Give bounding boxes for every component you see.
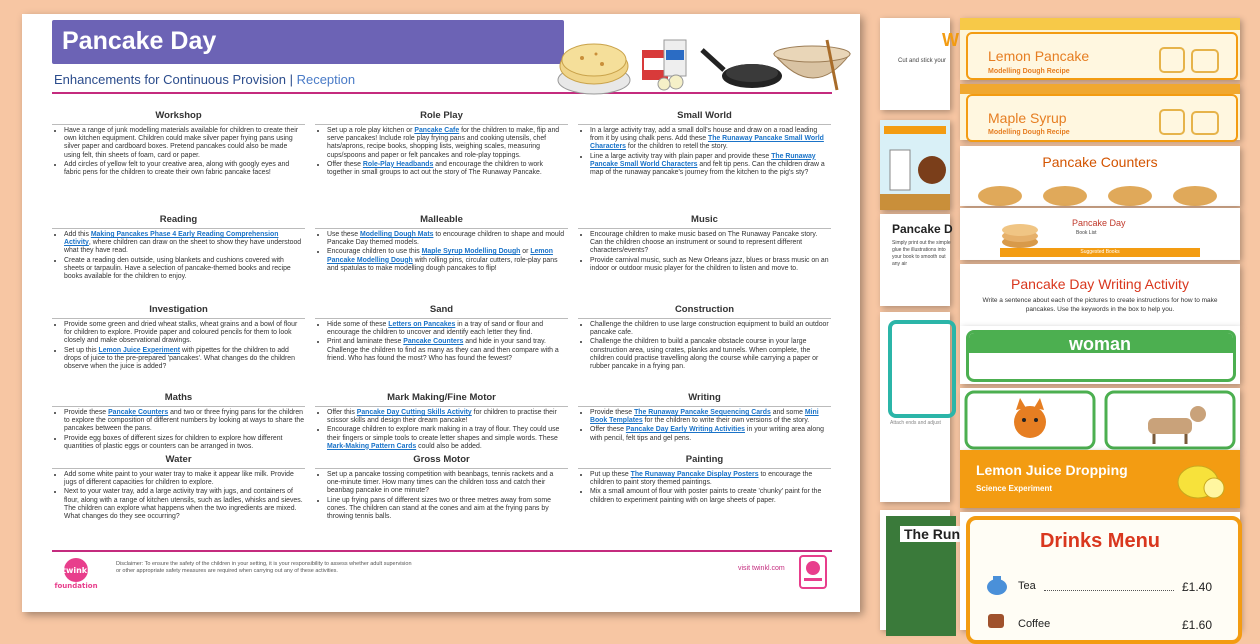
section-heading: Malleable xyxy=(315,214,568,229)
resource-link[interactable]: Maple Syrup Modelling Dough xyxy=(421,248,521,256)
item-text: Offer these xyxy=(327,160,363,168)
svg-text:twinkl: twinkl xyxy=(62,566,90,575)
list-item xyxy=(327,248,568,273)
book-list-card[interactable]: Pancake Day Book List Suggested Books xyxy=(960,208,1240,260)
item-text: and two or three frying pans for the children to explore the composition of different numbers by looking at ways to share the pancakes between the pans. xyxy=(64,409,305,433)
section-role-play xyxy=(315,110,568,214)
picture-cards[interactable] xyxy=(960,388,1240,450)
pancake-counters-card[interactable]: Pancake Counters xyxy=(960,146,1240,206)
item-text: for the children to make, flip and serve pancakes! Include role play frying pans and cooking utensils, chef hats/aprons, recipe books, shopping lists, weighing scales, measuring cups/spoons and paper or felt pancakes and role-play toppings. xyxy=(327,127,560,159)
resource-link[interactable]: Lemon Pancake Modelling Dough xyxy=(327,248,553,264)
activity-row xyxy=(52,110,832,214)
item-text: Challenge the children to build a pancake obstacle course in your large construction area, using crates, planks and tunnels. When complete, the children could practise travelling along the course while carrying a paper or rubber pancake in a frying pan. xyxy=(590,338,819,371)
lemon-dough-card[interactable]: Lemon Pancake Modelling Dough Recipe xyxy=(960,18,1240,80)
teapot-icon xyxy=(984,574,1010,596)
list-item xyxy=(64,321,305,346)
activity-row xyxy=(52,214,832,304)
item-text: could also be added. xyxy=(416,442,482,450)
mixing-bowl-image xyxy=(774,40,850,90)
resource-link[interactable]: The Runaway Pancake Small World Characters xyxy=(590,135,824,151)
item-text: and some xyxy=(770,409,805,416)
activity-row xyxy=(52,304,832,392)
dough-jar-icon xyxy=(1156,42,1226,76)
coffee-cup-icon xyxy=(984,610,1010,630)
list-item xyxy=(590,409,831,425)
section-gross-motor xyxy=(315,454,568,534)
section-heading: Water xyxy=(52,454,305,469)
section-heading: Sand xyxy=(315,304,568,319)
list-item xyxy=(590,321,831,337)
item-text: in your writing area along with pencil, felt tips and gel pens. xyxy=(590,426,824,442)
maple-dough-card[interactable]: Maple Syrup Modelling Dough Recipe xyxy=(960,84,1240,140)
section-heading: Role Play xyxy=(315,110,568,125)
page-title: Pancake Day xyxy=(62,27,217,55)
section-writing xyxy=(578,392,831,454)
activity-grid xyxy=(52,110,832,534)
section-list xyxy=(52,231,305,281)
age-group-label: Reception xyxy=(296,72,356,87)
list-item xyxy=(327,426,568,451)
item-text: Line a large activity tray with plain paper and provide these xyxy=(590,152,772,160)
item-text: Hide some of these xyxy=(327,321,389,328)
back-card-template: Attach ends and adjust xyxy=(880,312,950,502)
section-heading: Construction xyxy=(578,304,831,319)
pancake-stack-image xyxy=(558,44,630,94)
list-item xyxy=(590,231,831,256)
section-list xyxy=(315,127,568,177)
section-list xyxy=(52,471,305,521)
resource-link[interactable]: The Runaway Pancake Display Posters xyxy=(630,471,759,478)
resource-link[interactable]: Pancake Day Early Writing Activities xyxy=(625,426,745,434)
list-item xyxy=(64,127,305,160)
item-text: Offer this xyxy=(327,409,357,416)
flour-and-milk-image xyxy=(642,40,686,90)
section-list xyxy=(315,471,568,521)
list-item xyxy=(327,161,568,177)
item-text: and hide in your sand tray. Challenge the children to find as many as they can and then compare with a friend. Who has found the most? Who has found the fewest? xyxy=(327,338,559,362)
item-text: Provide these xyxy=(590,409,635,416)
resource-link[interactable]: Letters on Pancakes xyxy=(388,321,456,328)
resource-link[interactable]: Modelling Dough Mats xyxy=(359,231,434,238)
item-text: Provide these xyxy=(64,409,109,416)
section-music xyxy=(578,214,831,304)
resource-link[interactable]: Role-Play Headbands xyxy=(362,160,434,168)
list-item xyxy=(590,488,831,504)
section-list xyxy=(578,231,831,273)
activity-row xyxy=(52,392,832,454)
list-item xyxy=(590,127,831,152)
section-water xyxy=(52,454,305,534)
resource-link[interactable]: Lemon Juice Experiment xyxy=(98,346,181,354)
list-item xyxy=(327,409,568,425)
list-item xyxy=(64,488,305,521)
item-text: Put up these xyxy=(590,471,631,478)
section-heading: Gross Motor xyxy=(315,454,568,469)
section-construction xyxy=(578,304,831,392)
list-item xyxy=(64,435,305,451)
resource-link[interactable]: Mark-Making Pattern Cards xyxy=(327,442,417,450)
item-text: Have a range of junk modelling materials available for children to create their own kitchen equipment. Children could make silver paper frying pans using silver paper and cardboard boxes. Pretend pancakes could also be made using felt, thin sheets of foam, card or paper. xyxy=(64,127,299,159)
resource-link[interactable]: The Runaway Pancake Sequencing Cards xyxy=(634,409,771,416)
list-item xyxy=(327,471,568,496)
item-text: Challenge the children to use large construction equipment to build an outdoor pancake cafe. xyxy=(590,321,829,337)
writing-activity-card[interactable]: Pancake Day Writing Activity Write a sentence about each of the pictures to create instructions for how to make pancakes. Use the keywords in the box to help you. xyxy=(960,264,1240,326)
item-text: and encourage the children to work together in small groups to act out the story of The Runaway Pancake. xyxy=(327,160,543,177)
section-heading: Maths xyxy=(52,392,305,407)
item-text: Add some white paint to your water tray to make it appear like milk. Provide jugs of different capacities for children to explore. xyxy=(64,471,294,487)
section-list xyxy=(578,471,831,505)
resource-link[interactable]: Making Pancakes Phase 4 Early Reading Comprehension Activity xyxy=(64,231,279,247)
item-text: Line up frying pans of different sizes two or three metres away from some cones. The children can stand at the cones and aim at the frying pans by throwing tennis balls. xyxy=(327,496,551,521)
item-text: In a large activity tray, add a small doll's house and draw on a road leading from it by using chalk pens. Add these xyxy=(590,127,818,143)
list-item xyxy=(590,153,831,178)
pancake-ingredients-illustration xyxy=(552,20,852,102)
section-list xyxy=(315,409,568,451)
safety-disclaimer: Disclaimer: To ensure the safety of the children in your setting, it is your responsibility to assess whether adult supervision or other appropriate safety measures are required when carrying out any of these activities. xyxy=(116,561,412,574)
item-text: with rolling pins, circular cutters, role-play pans and spatulas to make modelling dough pancakes to flip! xyxy=(327,256,558,272)
kitchen-scene-image xyxy=(880,120,950,210)
activity-row xyxy=(52,454,832,534)
animal-pictures xyxy=(960,388,1240,450)
section-workshop xyxy=(52,110,305,214)
section-list xyxy=(52,321,305,371)
section-heading: Small World xyxy=(578,110,831,125)
back-card-story: The Run xyxy=(880,510,950,630)
section-heading: Music xyxy=(578,214,831,229)
item-text: Set up this xyxy=(64,346,99,354)
item-text: Set up a pancake tossing competition with beanbags, tennis rackets and a one-minute timer. How many times can the children toss and catch their beanbag pancake in one minute? xyxy=(327,471,554,495)
resource-link[interactable]: Pancake Cafe xyxy=(414,127,460,134)
svg-text:foundation: foundation xyxy=(54,582,98,590)
item-text: with pipettes for the children to add drops of juice to the pre-prepared 'pancakes'. What changes do the children observe when the juice is added? xyxy=(64,346,295,371)
back-card-1: W Cut and stick your xyxy=(880,18,950,110)
list-item xyxy=(327,338,568,363)
lemon-experiment-card[interactable]: Lemon Juice Dropping Science Experiment xyxy=(960,450,1240,508)
list-item xyxy=(590,471,831,487)
item-text: Provide egg boxes of different sizes for children to explore how different quantities of plastic eggs or counters can be arranged in twos. xyxy=(64,434,283,450)
item-text: Print and laminate these xyxy=(327,338,404,346)
section-reading xyxy=(52,214,305,304)
back-card-instructions: Pancake D Simply print out the simple glue the illustrations into your book to smooth out any air xyxy=(880,214,950,306)
item-text: Encourage children to explore mark making in a tray of flour. They could use their fingers or simple tools to create letter shapes and simple words. These xyxy=(327,426,560,442)
pancake-stack-icon xyxy=(1000,218,1040,252)
item-text: for children to practise their scissor skills and design their dream pancake! xyxy=(327,409,557,425)
lemon-icon xyxy=(1170,454,1230,504)
section-sand xyxy=(315,304,568,392)
pancake-counter-icons xyxy=(970,180,1230,206)
section-malleable xyxy=(315,214,568,304)
item-text: Encourage children to make music based on The Runaway Pancake story. Can the children choose an instrument or sound to represent different characters/events? xyxy=(590,231,818,255)
item-text: Provide carnival music, such as New Orleans jazz, blues or brass music on an indoor or outdoor music player for the children to listen and move to. xyxy=(590,256,829,272)
resource-link[interactable]: Pancake Counters xyxy=(108,409,169,416)
item-text: Mix a small amount of flour with poster paints to create 'chunky' paint for the children to experiment painting with on large sheets of paper. xyxy=(590,488,822,504)
item-text: Offer these xyxy=(590,426,626,434)
dough-jar-icon xyxy=(1156,104,1226,138)
resource-link[interactable]: Pancake Day Cutting Skills Activity xyxy=(356,409,472,416)
section-small-world xyxy=(578,110,831,214)
drinks-menu-card[interactable]: Drinks Menu Tea £1.40 Coffee £1.60 xyxy=(960,512,1240,630)
list-item xyxy=(327,321,568,337)
section-heading: Mark Making/Fine Motor xyxy=(315,392,568,407)
title-banner xyxy=(52,20,564,64)
item-text: for the children to retell the story. xyxy=(626,143,728,151)
item-text: in a tray of sand or flour and encourage the children to uncover and identify each letter they find. xyxy=(327,321,544,337)
item-text: Use these xyxy=(327,231,360,238)
section-mark-making-fine-motor xyxy=(315,392,568,454)
section-heading: Writing xyxy=(578,392,831,407)
list-item xyxy=(64,471,305,487)
list-item xyxy=(64,231,305,256)
footer-divider xyxy=(52,550,832,552)
section-heading: Investigation xyxy=(52,304,305,319)
item-text: , where children can draw on the sheet to show they have understood what they have read. xyxy=(64,239,302,255)
back-card-kitchen xyxy=(880,120,950,210)
section-list xyxy=(52,409,305,451)
list-item xyxy=(64,257,305,282)
item-text: Add this xyxy=(64,231,91,238)
section-list xyxy=(52,127,305,177)
section-painting xyxy=(578,454,831,534)
item-text: and felt tip pens. Can the children draw a map of the runaway pancake's journey from the kitchen to the pig's sty? xyxy=(590,160,825,177)
item-text: Create a reading den outside, using blankets and cushions covered with sheets or tarpaulin. Have a selection of pancake-themed books and recipe books available for the children to enjoy. xyxy=(64,256,291,281)
list-item xyxy=(64,347,305,372)
section-investigation xyxy=(52,304,305,392)
frying-pan-image xyxy=(702,50,782,88)
item-text: Provide some green and dried wheat stalks, wheat grains and a bowl of flour for children to explore. Provide paper and coloured pencils for them to look closely and make observational drawings. xyxy=(64,321,298,345)
list-item xyxy=(327,497,568,522)
section-heading: Workshop xyxy=(52,110,305,125)
website-link[interactable]: visit twinkl.com xyxy=(738,565,785,572)
page-subtitle: Enhancements for Continuous Provision | Reception xyxy=(54,72,356,87)
list-item xyxy=(590,426,831,442)
item-text: to encourage the children to paint story themed paintings. xyxy=(590,471,813,487)
item-text: for the children to write their own versions of the story. xyxy=(642,417,810,425)
section-list xyxy=(578,127,831,177)
list-item xyxy=(64,409,305,434)
quality-badge-icon xyxy=(798,554,828,590)
section-list xyxy=(315,321,568,363)
list-item xyxy=(64,161,305,177)
item-text: Encourage children to use this xyxy=(327,248,422,256)
item-text: Next to your water tray, add a large activity tray with jugs, and containers of flour, along with a range of kitchen utensils, such as ladles, whisks and sieves. The children can explore what happens when the two ingredients are mixed. What changes do they see occurring? xyxy=(64,488,303,521)
section-heading: Painting xyxy=(578,454,831,469)
word-card-woman[interactable]: woman xyxy=(960,326,1240,384)
item-text: to encourage children to shape and mould Pancake Day themed models. xyxy=(327,231,565,247)
section-list xyxy=(578,409,831,443)
item-text: Set up a role play kitchen or xyxy=(327,127,415,134)
item-text: Add circles of yellow felt to your creative area, along with googly eyes and fabric pens for the children to create their own fabric pancake faces! xyxy=(64,160,290,177)
resource-link[interactable]: The Runaway Pancake Small World Characters xyxy=(590,152,816,168)
section-maths xyxy=(52,392,305,454)
twinkl-logo xyxy=(54,556,98,590)
provision-document xyxy=(22,14,860,612)
section-list xyxy=(315,231,568,273)
section-list xyxy=(578,321,831,371)
section-heading: Reading xyxy=(52,214,305,229)
resource-link[interactable]: Pancake Counters xyxy=(403,338,464,346)
item-text: or xyxy=(520,248,531,256)
list-item xyxy=(327,127,568,160)
list-item xyxy=(590,338,831,371)
list-item xyxy=(327,231,568,247)
list-item xyxy=(590,257,831,273)
resource-link[interactable]: Mini Book Templates xyxy=(590,409,819,425)
